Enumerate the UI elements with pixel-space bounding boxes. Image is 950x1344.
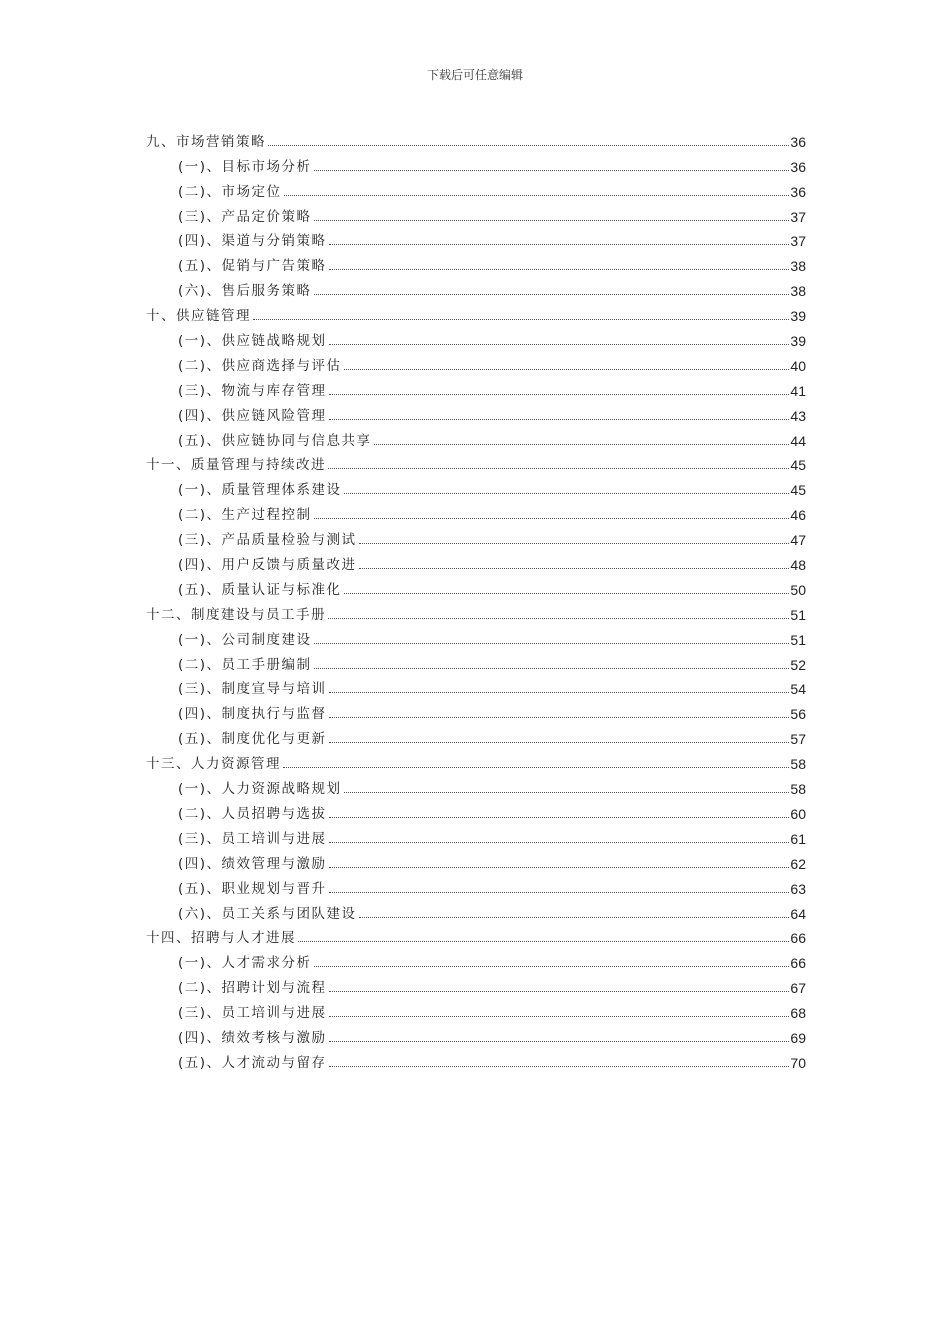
toc-entry-title: 十四、招聘与人才进展 [146,930,296,947]
toc-entry-title: (五)、供应链协同与信息共享 [178,432,372,449]
toc-page-number: 52 [790,656,806,673]
dot-leader [268,145,789,146]
toc-section-entry[interactable] [146,996,806,1021]
toc-entry-title: 十一、质量管理与持续改进 [146,457,326,474]
toc-entry-title: (二)、招聘计划与流程 [178,980,327,997]
toc-section-entry[interactable] [146,797,806,822]
toc-page-number: 44 [790,432,806,449]
toc-page-number: 37 [790,233,806,250]
toc-entry-title: (一)、质量管理体系建设 [178,482,342,499]
toc-page-number: 64 [790,905,806,922]
toc-chapter-entry[interactable] [146,747,806,772]
toc-section-entry[interactable] [146,548,806,573]
toc-entry-title: 十二、制度建设与员工手册 [146,606,326,623]
toc-page-number: 51 [790,606,806,623]
toc-page-number: 66 [790,955,806,972]
toc-page-number: 54 [790,681,806,698]
toc-entry-title: (二)、供应商选择与评估 [178,357,342,374]
dot-leader [314,294,790,295]
toc-entry-title: (六)、售后服务策略 [178,283,312,300]
dot-leader [359,568,790,569]
toc-entry-title: (六)、员工关系与团队建设 [178,905,357,922]
toc-section-entry[interactable] [146,200,806,225]
toc-chapter-entry[interactable] [146,598,806,623]
dot-leader [329,817,790,818]
toc-section-entry[interactable] [146,374,806,399]
dot-leader [329,269,790,270]
dot-leader [329,244,790,245]
toc-entry-title: 九、市场营销策略 [146,133,266,150]
toc-page-number: 66 [790,930,806,947]
toc-page-number: 36 [790,183,806,200]
dot-leader [329,892,790,893]
dot-leader [329,842,790,843]
dot-leader [359,917,790,918]
toc-section-entry[interactable] [146,424,806,449]
toc-page-number: 70 [790,1054,806,1071]
toc-chapter-entry[interactable] [146,299,806,324]
dot-leader [314,170,790,171]
dot-leader [329,344,790,345]
toc-entry-title: (五)、制度优化与更新 [178,731,327,748]
page-header: 下载后可任意编辑 [426,68,523,82]
toc-entry-title: (二)、市场定位 [178,183,282,200]
toc-entry-title: (四)、供应链风险管理 [178,407,327,424]
toc-page-number: 46 [790,507,806,524]
dot-leader [344,493,790,494]
toc-page-number: 63 [790,880,806,897]
dot-leader [329,1066,790,1067]
toc-entry-title: (三)、员工培训与进展 [178,1005,327,1022]
toc-page-number: 41 [790,382,806,399]
dot-leader [328,468,789,469]
toc-page-number: 56 [790,706,806,723]
dot-leader [329,394,790,395]
toc-entry-title: (四)、绩效考核与激励 [178,1029,327,1046]
toc-section-entry[interactable] [146,225,806,250]
dot-leader [329,1016,790,1017]
dot-leader [314,643,790,644]
toc-entry-title: (四)、制度执行与监督 [178,706,327,723]
dot-leader [359,543,790,544]
toc-page-number: 43 [790,407,806,424]
dot-leader [329,1041,790,1042]
toc-page-number: 37 [790,208,806,225]
toc-entry-title: 十三、人力资源管理 [146,756,281,773]
dot-leader [298,941,789,942]
toc-entry-title: (三)、制度宣导与培训 [178,681,327,698]
toc-entry-title: (三)、员工培训与进展 [178,830,327,847]
dot-leader [329,717,790,718]
toc-page-number: 36 [790,133,806,150]
toc-entry-title: (二)、人员招聘与选拔 [178,805,327,822]
toc-section-entry[interactable] [146,498,806,523]
toc-entry-title: (四)、用户反馈与质量改进 [178,557,357,574]
toc-section-entry[interactable] [146,946,806,971]
dot-leader [253,319,789,320]
toc-page-number: 69 [790,1029,806,1046]
toc-page-number: 39 [790,333,806,350]
toc-chapter-entry[interactable] [146,922,806,947]
toc-entry-title: (五)、人才流动与留存 [178,1054,327,1071]
dot-leader [344,369,790,370]
toc-section-entry[interactable] [146,648,806,673]
toc-page-number: 58 [790,781,806,798]
toc-page-number: 36 [790,158,806,175]
toc-section-entry[interactable] [146,249,806,274]
toc-section-entry[interactable] [146,523,806,548]
toc-page-number: 39 [790,308,806,325]
toc-page-number: 38 [790,283,806,300]
toc-page-number: 61 [790,830,806,847]
toc-page-number: 60 [790,805,806,822]
toc-entry-title: (五)、质量认证与标准化 [178,581,342,598]
dot-leader [284,195,790,196]
dot-leader [329,742,790,743]
dot-leader [344,593,790,594]
toc-entry-title: (一)、公司制度建设 [178,631,312,648]
toc-section-entry[interactable] [146,349,806,374]
toc-section-entry[interactable] [146,573,806,598]
toc-page-number: 57 [790,731,806,748]
toc-page-number: 48 [790,557,806,574]
toc-entry-title: (一)、供应链战略规划 [178,333,327,350]
dot-leader [328,618,789,619]
toc-section-entry[interactable] [146,697,806,722]
toc-entry-title: (三)、产品定价策略 [178,208,312,225]
toc-page-number: 51 [790,631,806,648]
toc-section-entry[interactable] [146,175,806,200]
toc-section-entry[interactable] [146,722,806,747]
toc-entry-title: (一)、人才需求分析 [178,955,312,972]
dot-leader [314,966,790,967]
dot-leader [314,668,790,669]
toc-entry-title: (二)、生产过程控制 [178,507,312,524]
toc-section-entry[interactable] [146,473,806,498]
toc-page-number: 45 [790,482,806,499]
toc-page-number: 47 [790,532,806,549]
toc-entry-title: (二)、员工手册编制 [178,656,312,673]
toc-section-entry[interactable] [146,822,806,847]
toc-page-number: 50 [790,581,806,598]
dot-leader [283,767,789,768]
toc-section-entry[interactable] [146,1046,806,1071]
dot-leader [329,991,790,992]
toc-page-number: 58 [790,756,806,773]
toc-section-entry[interactable] [146,324,806,349]
table-of-contents [146,125,806,1071]
toc-section-entry[interactable] [146,897,806,922]
toc-page-number: 62 [790,855,806,872]
toc-section-entry[interactable] [146,772,806,797]
toc-section-entry[interactable] [146,971,806,996]
dot-leader [329,692,790,693]
toc-section-entry[interactable] [146,872,806,897]
toc-page-number: 67 [790,980,806,997]
toc-chapter-entry[interactable] [146,125,806,150]
toc-section-entry[interactable] [146,623,806,648]
toc-section-entry[interactable] [146,150,806,175]
toc-entry-title: (一)、人力资源战略规划 [178,781,342,798]
dot-leader [329,419,790,420]
dot-leader [329,867,790,868]
toc-page-number: 38 [790,258,806,275]
toc-section-entry[interactable] [146,399,806,424]
dot-leader [374,444,790,445]
dot-leader [314,518,790,519]
toc-entry-title: 十、供应链管理 [146,308,251,325]
toc-entry-title: (三)、物流与库存管理 [178,382,327,399]
toc-section-entry[interactable] [146,274,806,299]
dot-leader [314,220,790,221]
toc-entry-title: (四)、渠道与分销策略 [178,233,327,250]
dot-leader [344,792,790,793]
toc-section-entry[interactable] [146,673,806,698]
toc-page-number: 40 [790,357,806,374]
toc-entry-title: (三)、产品质量检验与测试 [178,532,357,549]
toc-section-entry[interactable] [146,847,806,872]
toc-page-number: 45 [790,457,806,474]
toc-section-entry[interactable] [146,1021,806,1046]
toc-entry-title: (四)、绩效管理与激励 [178,855,327,872]
toc-entry-title: (五)、职业规划与晋升 [178,880,327,897]
toc-chapter-entry[interactable] [146,449,806,474]
toc-entry-title: (五)、促销与广告策略 [178,258,327,275]
toc-page-number: 68 [790,1005,806,1022]
toc-entry-title: (一)、目标市场分析 [178,158,312,175]
